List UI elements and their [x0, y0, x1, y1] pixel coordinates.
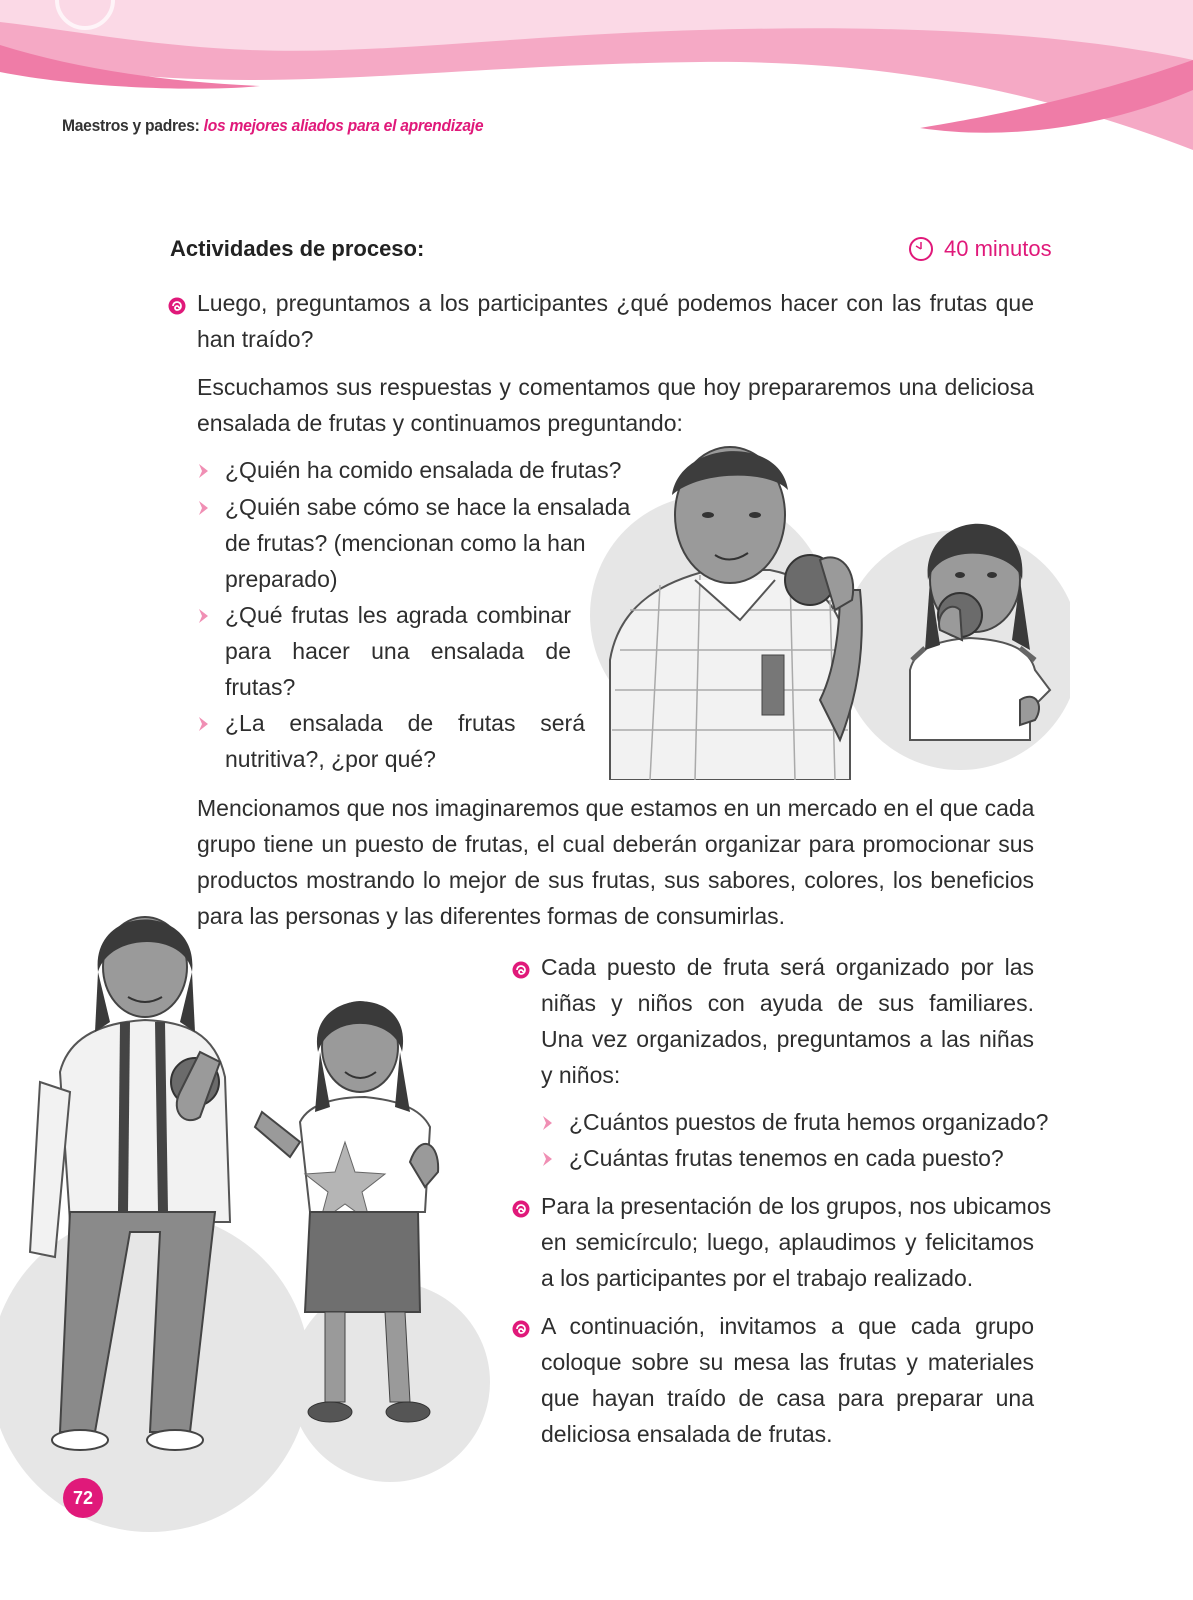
text-line: en semicírculo; luego, aplaudimos y felicitamos [541, 1229, 1034, 1255]
bullet-icon [512, 1320, 530, 1338]
text-line: ¿Quién sabe cómo se hace la ensalada [225, 494, 631, 520]
text-line: Mencionamos que nos imaginaremos que estamos en un mercado en el que cada [197, 795, 1035, 821]
text-line: Cada puesto de fruta será organizado por las [541, 954, 1034, 980]
text-line: A continuación, invitamos a que cada grupo [541, 1313, 1034, 1339]
bullet-icon [512, 961, 530, 979]
running-header-prefix: Maestros y padres: [62, 116, 200, 135]
text-line: ¿La ensalada de frutas será [225, 710, 585, 736]
chevron-bullet-icon [197, 462, 211, 480]
text-line: a los participantes por el trabajo realizado. [541, 1265, 974, 1291]
duration-indicator [908, 236, 1052, 262]
question-1 [225, 452, 625, 488]
paragraph-1 [197, 285, 1034, 357]
question-6 [569, 1140, 1034, 1176]
chevron-bullet-icon [197, 715, 211, 733]
text-line: niñas y niños con ayuda de sus familiares. [541, 990, 1034, 1016]
text-line: Una vez organizados, preguntamos a las niñas [541, 1026, 1034, 1052]
text-line: nutritiva?, ¿por qué? [225, 746, 436, 772]
page-number: 72 [63, 1478, 103, 1518]
illustration-woman-and-girl [0, 912, 500, 1532]
text-line: que hayan traído de casa para preparar una [541, 1385, 1034, 1411]
text-line: Luego, preguntamos a los participantes ¿qué podemos hacer con las frutas que [197, 290, 1034, 316]
text-line: ¿Cuántos puestos de fruta hemos organizado? [569, 1109, 1049, 1135]
question-3 [225, 597, 571, 705]
text-line: ¿Qué frutas les agrada combinar [225, 602, 571, 628]
question-2 [225, 489, 631, 597]
running-header-title: los mejores aliados para el aprendizaje [203, 116, 484, 135]
text-line: para hacer una ensalada de [225, 638, 571, 664]
clock-icon [908, 236, 934, 262]
chevron-bullet-icon [197, 499, 211, 517]
text-line: de frutas? (mencionan como la han [225, 530, 586, 556]
text-line: Para la presentación de los grupos, nos ubicamos [541, 1193, 1052, 1219]
text-line: productos mostrando lo mejor de sus frutas, sus sabores, colores, los beneficios [197, 867, 1034, 893]
text-line: grupo tiene un puesto de frutas, el cual deberán organizar para promocionar sus [197, 831, 1034, 857]
chevron-bullet-icon [541, 1114, 555, 1132]
paragraph-4 [541, 949, 1034, 1093]
chevron-bullet-icon [541, 1150, 555, 1168]
running-header [62, 116, 483, 136]
text-line: frutas? [225, 674, 296, 700]
text-line: ensalada de frutas y continuamos preguntando: [197, 410, 683, 436]
text-line: deliciosa ensalada de frutas. [541, 1421, 833, 1447]
text-line: han traído? [197, 326, 314, 352]
section-title: Actividades de proceso: [170, 236, 425, 261]
bullet-icon [512, 1200, 530, 1218]
illustration-man-and-girl-with-fruit [590, 440, 1070, 780]
text-line: ¿Quién ha comido ensalada de frutas? [225, 457, 622, 483]
question-4 [225, 705, 585, 777]
paragraph-2 [197, 369, 1034, 441]
bullet-icon [168, 297, 186, 315]
text-line: coloque sobre su mesa las frutas y materiales [541, 1349, 1034, 1375]
text-line: preparado) [225, 566, 338, 592]
paragraph-6 [541, 1308, 1034, 1452]
question-5 [569, 1104, 1049, 1140]
text-line: ¿Cuántas frutas tenemos en cada puesto? [569, 1145, 1004, 1171]
duration-text: 40 minutos [944, 236, 1052, 261]
text-line: Escuchamos sus respuestas y comentamos que hoy prepararemos una deliciosa [197, 374, 1034, 400]
chevron-bullet-icon [197, 607, 211, 625]
text-line: y niños: [541, 1062, 621, 1088]
paragraph-5 [541, 1188, 1052, 1296]
text-line: para las personas y las diferentes formas de consumirlas. [197, 903, 786, 929]
